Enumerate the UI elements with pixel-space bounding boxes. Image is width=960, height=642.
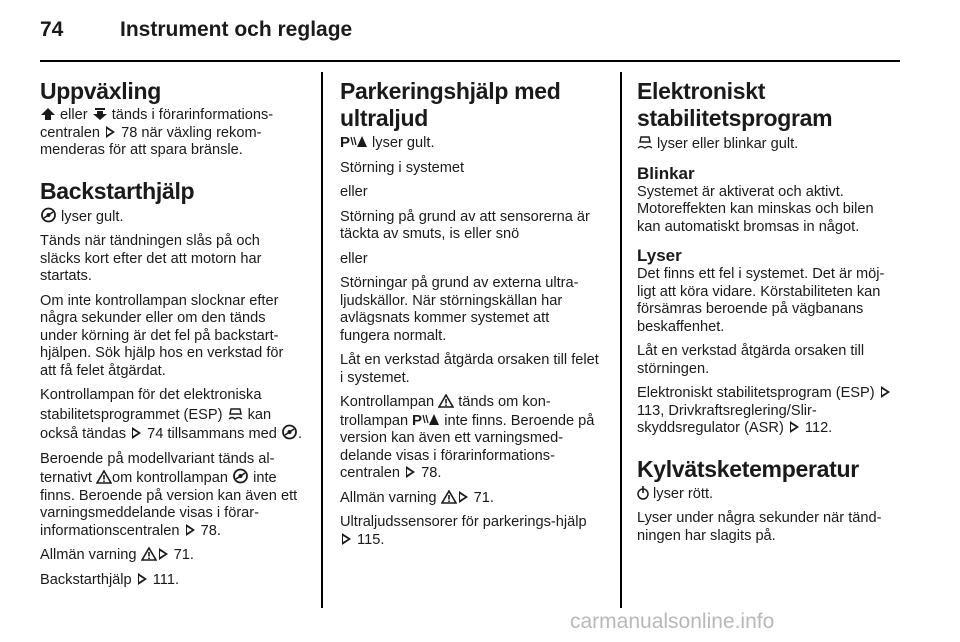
page-reference-arrow-icon — [106, 126, 115, 138]
hill-start-assist-icon — [40, 207, 57, 223]
heading-elektroniskt-stabilitetsprogram: Elektroniskt stabilitetsprogram — [637, 78, 833, 131]
column-1 — [40, 72, 302, 596]
page-number: 74 — [40, 18, 64, 41]
page-title: Instrument och reglage — [120, 18, 353, 41]
paragraph: Tänds när tändningen slås på och släcks kort efter det att motorn har startats. — [40, 233, 262, 284]
shift-down-icon — [92, 107, 108, 121]
paragraph: Backstarthjälp 111. — [40, 571, 180, 588]
page-reference-arrow-icon — [459, 491, 468, 503]
paragraph: Ultraljudssensorer för parkerings-hjälp 115. — [340, 514, 587, 548]
paragraph: Elektroniskt stabilitetsprogram (ESP) 113, Drivkraftsreglering/Slir-skyddsregulator (ASR) 112. — [637, 385, 899, 438]
page-reference-arrow-icon — [406, 466, 415, 478]
paragraph: lyser rött. — [637, 485, 899, 504]
page-reference-arrow-icon — [132, 427, 141, 439]
paragraph: lyser gult. — [40, 207, 302, 227]
column-divider-2 — [620, 72, 622, 608]
shift-up-icon — [40, 107, 56, 121]
heading-uppvaxling: Uppväxling — [40, 78, 161, 104]
paragraph: Om inte kontrollampan slocknar efter några sekunder eller om den tänds under körning är det fel på backstart-hjälpen. Sök hjälp hos en verkstad för att få felet åtgärdat. — [40, 292, 284, 379]
heading-blinkar: Blinkar — [637, 163, 695, 183]
esp-skid-icon — [637, 134, 653, 150]
page-reference-arrow-icon — [342, 533, 351, 545]
paragraph: Låt en verkstad åtgärda orsaken till felet i systemet. — [340, 352, 599, 386]
paragraph: Lyser under några sekunder när tänd-ningen har slagits på. — [637, 510, 882, 544]
warning-triangle-icon — [141, 547, 157, 561]
parking-assist-icon — [340, 134, 368, 149]
column-3 — [637, 72, 899, 552]
warning-triangle-icon — [96, 470, 112, 484]
paragraph: Störning på grund av att sensorerna är täckta av smuts, is eller snö — [340, 208, 590, 242]
page-reference-arrow-icon — [186, 524, 195, 536]
paragraph: Störningar på grund av externa ultra-ljudskällor. När störningskällan har avlägsnats kommer systemet att fungera normalt. — [340, 275, 579, 344]
heading-backstarthjalp: Backstarthjälp — [40, 177, 195, 204]
hill-start-assist-icon — [232, 468, 249, 484]
paragraph: Låt en verkstad åtgärda orsaken till störningen. — [637, 343, 865, 377]
coolant-temperature-icon — [637, 485, 649, 500]
paragraph: Beroende på modellvariant tänds al-ternativt om kontrollampan inte finns. Beroende på version kan även ett varningsmeddelande visas i förar-informationscentralen 78. — [40, 450, 298, 539]
warning-triangle-icon — [438, 394, 454, 408]
paragraph: Kontrollampan för det elektroniska stabilitetsprogrammet (ESP) kan också tändas 74 tillsammans med . — [40, 387, 303, 442]
heading-lyser: Lyser — [637, 246, 682, 265]
parking-assist-icon — [412, 412, 440, 427]
svg-text:P: P — [412, 411, 423, 427]
paragraph: lyser eller blinkar gult. — [637, 134, 899, 154]
esp-skid-icon — [227, 405, 244, 421]
paragraph: Det finns ett fel i systemet. Det är möj-ligt att köra vidare. Körstabiliteten kan försämras beroende på vägbanans beskaffenhet. — [637, 266, 885, 335]
paragraph: Systemet är aktiverat och aktivt. Motoreffekten kan minskas och bilen kan automatiskt bromsas in något. — [637, 183, 874, 235]
column-2 — [340, 72, 602, 556]
header-rule — [40, 60, 900, 62]
paragraph: eller — [340, 184, 368, 200]
paragraph: Kontrollampan tänds om kon-trollampan P inte finns. Beroende på version kan även ett varningsmed-delande visas i förarinformations-centralen 78. — [340, 394, 595, 481]
page-reference-arrow-icon — [138, 573, 147, 585]
paragraph: Allmän varning 71. — [340, 489, 494, 506]
paragraph: eller tänds i förarinformations-centralen 78 när växling rekom-menderas för att spara bränsle. — [40, 107, 274, 158]
svg-text:P: P — [340, 134, 351, 149]
heading-parkeringshjalp: Parkeringshjälp med ultraljud — [340, 78, 561, 131]
paragraph: Störning i systemet — [340, 159, 465, 176]
page-reference-arrow-icon — [881, 386, 890, 398]
column-divider-1 — [321, 72, 323, 608]
hill-start-assist-icon — [281, 424, 298, 440]
heading-kylvatsketemperatur: Kylvätsketemperatur — [637, 455, 859, 482]
paragraph: Allmän varning 71. — [40, 547, 194, 563]
page-reference-arrow-icon — [790, 421, 799, 433]
paragraph: eller — [340, 250, 368, 267]
watermark: carmanualsonline.info — [570, 610, 775, 633]
paragraph: P lyser gult. — [340, 134, 435, 151]
warning-triangle-icon — [441, 490, 457, 504]
page-reference-arrow-icon — [159, 548, 168, 560]
